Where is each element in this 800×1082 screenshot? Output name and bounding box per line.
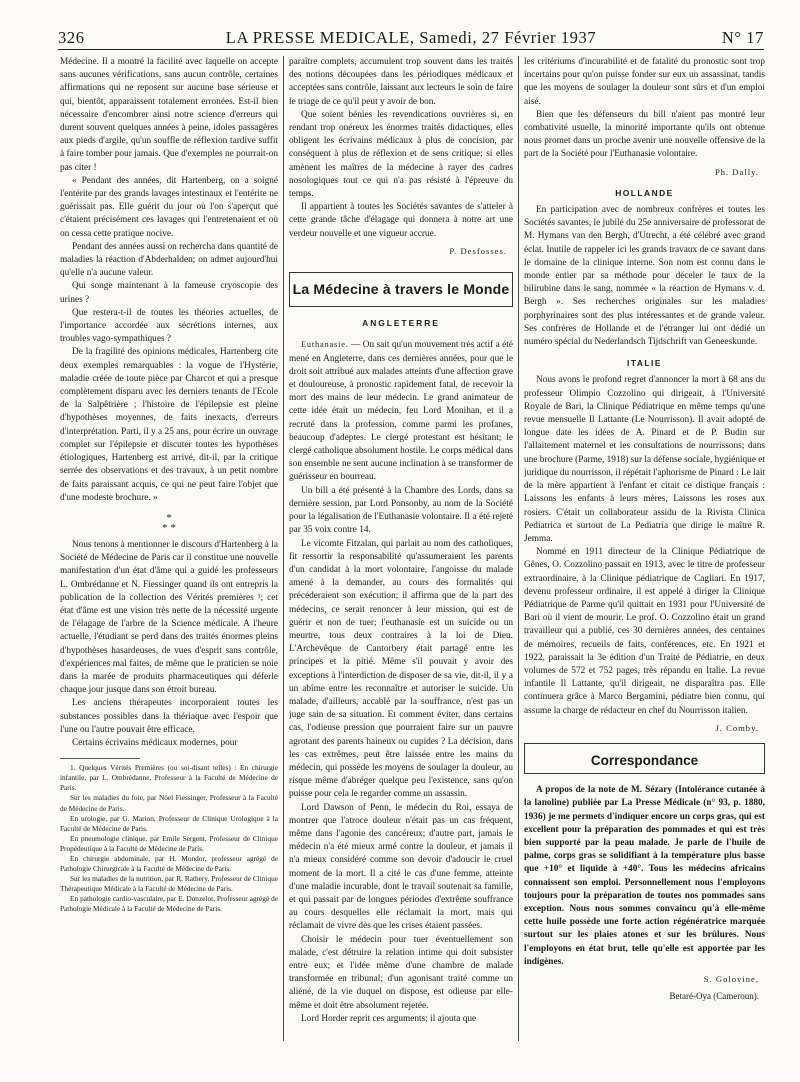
paragraph: Qui songe maintenant à la fameuse cryoscopie des urines ? [60, 281, 278, 305]
paragraph: A propos de la note de M. Sézary (Intolérance cutanée à la lanoline) publiée par La Presse Médicale (n° 93, p. 1880, 1936) je me permets d'indiquer encore un corps gras, qui est excellent pour la préparation des pommades et qui est très bien supporté par la peau malade. Je parle de l'huile de palme, corps gras se solidifiant à la température plus basse que +10° et liquide à +40°. Tous les médecins africains connaissent son emploi. Personnellement nous l'employons toujours pour la préparation de toutes nos pommades sans exception. Nous nous sommes convaincu qu'à elle-même cette huile possède une forte action régénératrice marquée surtout sur les plaies atones et sur les brûlures. Nous l'employons en état brut, telle qu'elle est apportée par les indigènes. [524, 785, 765, 967]
author-signature: S. Golovine, [703, 974, 759, 984]
paragraph: Nous tenons à mentionner le discours d'Hartenberg à la Société de Médecine de Paris car il constitue une nouvelle manifestation d'un état d'âme qui a guidé les professeurs L. Ombrédanne et N. Fiessinger quand ils ont entrepris la publication de la collection des Vérités premières ¹; cet état d'âme est une vision très nette de la nécessité urgente de l'élagage de l'arbre de la Science médicale. A l'heure actuelle, l'étudiant se perd dans des traités énormes pleins d'hypothèses hasardeuses, de vues d'esprit sans contrôle, d'expériences mal faites, de même que le praticien se noie dans la marée de produits pharmaceutiques qui déferle chaque jour jusque dans son étroit bureau. [60, 539, 278, 696]
paragraph-text: — On sait qu'un mouvement très actif a été mené en Angleterre, dans ces dernières années, pour que le droit soit attribué aux malades atteints d'une affection grave et douloureuse, à pronostic rapidement fatal, de recevoir la mort des mains de leur médecin. Le grand animateur de cette idée était un médecin, feu Lord Monihan, et il a recruté dans la profession, comme parmi les profanes, beaucoup d'adeptes. Le clergé protestant est hésitant; le clergé catholique absolument hostile. Le corps médical dans son ensemble ne sent aucune inclination à se transformer de guérisseur en bourreau. [289, 340, 513, 483]
column-3 [524, 56, 765, 1056]
paragraph: Choisir le médecin pour tuer éventuellement son malade, c'est détruire la relation intime qui doit subsister entre eux; et l'idée même d'une chambre de malade transformée en tribunal; d'un agonisant traité comme un aliéné, de la vie duquel on dispose, est odieuse par elle-même et doit être absolument rejetée. [289, 934, 513, 1011]
paragraph: « Pendant des années, dit Hartenberg, on a soigné l'entérite par des grands lavages intestinaux et l'entérite ne guérissait pas. Elle guérit du jour où l'on s'aperçut que c'étaient précisément ces lavages qui l'entretenaient et où on cessa cette pratique nocive. [60, 175, 278, 239]
page-header [58, 28, 764, 50]
paragraph [289, 338, 513, 484]
page-number: 326 [58, 28, 85, 47]
footnote: En chirurgie abdominale, par H. Mondor, professeur agrégé de Pathologie Chirurgicale à la Faculté de Médecine de Paris. [60, 854, 278, 874]
footnote: Sur les maladies de la nutrition, par R. Rathery, Professeur de Clinique Thérapeutique Médicale à la Faculté de Médecine de Paris. [60, 874, 278, 894]
footnotes [60, 763, 278, 914]
author-signature: P. Desfosses. [449, 245, 507, 256]
footnote: En urologie, par G. Marion, Professeur de Clinique Urologique à la Faculté de Médecine de Paris. [60, 813, 278, 833]
paragraph: Certains écrivains médicaux modernes, pour [72, 737, 238, 748]
section-title: Correspondance [590, 752, 699, 768]
paragraph: Le vicomte Fitzalan, qui parlait au nom des catholiques, fit ressortir la responsabilité qu'assumeraient les parents d'un candidat à la mort volontaire, l'angoisse du malade amené à la demander, au cours des formalités qui précéderaient son exécution; il affirma que de la part des médecins, ce serait renoncer à leur mission, qui est de guérir et non de tuer; l'euthanasie est un suicide ou un meurtre, tous deux contraires à la loi de Dieu. L'Archevêque de Cantorbery était partagé entre les principes et la pitié. Même s'il pouvait y avoir des exceptions à l'interdiction de disposer de sa vie, dit-il, il y a un abîme entre les reconnaître et autoriser le suicide. Un malade, d'ailleurs, accablé par la souffrance, n'est pas un juge sain de sa situation. Et comment éviter, dans certains cas, l'odieuse pression que pourraient faire sur un pauvre agrotant des parents haineux ou cupides ? La décision, dans les cas extrêmes, peut être laissée entre les mains du médecin, qui possède les moyens de soulager la douleur, au risque même d'abréger quelque peu l'existence, sans qu'on puisse pour cela le regarder comme un assassin. [289, 538, 513, 800]
section-title: La Médecine à travers le Monde [292, 281, 510, 298]
paragraph: les critériums d'incurabilité et de fatalité du pronostic sont trop incertains pour qu'on puisse fonder sur eux un assassinat, tandis que les moyens de soulager la douleur sont sûrs et d'un emploi aisé. [524, 57, 765, 107]
paragraph: Médecine. Il a montré la facilité avec laquelle on accepte sans aucunes vérifications, sans aucun contrôle, certaines affirmations qui ne reposent sur aucune base sérieuse et qui, bientôt, apparaissent totalement erronées. Est-il bien nécessaire d'encombrer ainsi notre science d'erreurs qui durent souvent quelques années à peine, idoles passagères aux pieds d'argile, qu'un souffle de réflexion tardive suffit à faire tomber pour jamais. Que d'exemples ne pourrait-on pas citer ! [60, 57, 278, 173]
paragraph: Pendant des années aussi on rechercha dans quantité de maladies la réaction d'Abderhalden; on admet aujourd'hui qu'elle n'a aucune valeur. [60, 241, 278, 279]
section-header-box [289, 272, 513, 307]
paragraph: De la fragilité des opinions médicales, Hartenberg cite deux exemples remarquables : la vogue de l'Hystérie, maladie créée de toute pièce par Charcot et qui a presque complètement disparu avec les derniers tenants de l'Ecole de la Salpêtrière ; l'histoire de l'épilepsie est pleine d'hypothèses moyennes, de faits inexacts, d'erreurs d'interprétation. Parti, il y a 25 ans, pour écrire un ouvrage complet sur l'épilepsie et discuter toutes les hypothèses étiologiques, Hartenberg est arrivé, dit-il, par la critique serrée des observations et des travaux, à un petit nombre de faits paraissant acquis, ce qui ne peut faire l'objet que d'une modeste brochure. » [60, 347, 278, 503]
column-1 [60, 56, 278, 1056]
paragraph: Lord Dawson of Penn, le médecin du Roi, essaya de montrer que l'atroce douleur n'était pas un cas fréquent, même dans l'agonie des cancéreux; d'autre part, jamais le médecin n'a été mieux armé contre la douleur, et jamais il n'a mieux considéré comme son devoir d'adoucir le cruel moment de la mort. Il a cité le cas d'une femme, atteinte d'une maladie incurable, dont le travail soutenait sa famille, et qui passait par de longues périodes d'extrême souffrance au cours desquelles elle réclamait la mort, mais qui réclamait de vivre dès que les crises étaient passées. [289, 802, 513, 932]
header-rule [58, 49, 764, 50]
footnote: 1. Quelques Vérités Premières (ou soi-disant telles) : En chirurgie infantile, par L. Ombrédanne, Professeur à la Faculté de Médecine de Paris. [60, 763, 278, 793]
paragraph: Nommé en 1911 directeur de la Clinique Pédiatrique de Gênes, O. Cozzolino passait en 1913, avec le titre de professeur extraordinaire, à la Clinique pédiatrique de Cagliari. En 1917, devenu professeur ordinaire, il est appelé à diriger la Clinique Pédiatrique de Parme qu'il quittait en 1931 pour l'Université de Bari où il vient de mourir. Le prof. O. Cozzolino était un grand travailleur qui a publié, ces 30 dernières années, des centaines de mémoires, recueils de faits, conférences, etc. En 1921 et 1922, paraissait la 3e édition d'un Traité de Pédiatrie, en deux volumes de 572 et 752 pages, très répandu en Italie. La revue infantile Il Lattante, qu'il dirigeait, ne disparaîtra pas. Elle continuera grâce à Marco Bergamini, pédiatre bien connu, qui assume la charge de rédacteur en chef du Nourrisson italien. [524, 547, 765, 716]
paragraph: Bien que les défenseurs du bill n'aient pas montré leur combativité usuelle, la minorité importante qu'ils ont obtenue nous promet dans un proche avenir une nouvelle offensive de la part de la Société pour l'Euthanasie volontaire. [524, 109, 765, 160]
paragraph: Que soient bénies les revendications ouvrières si, en rendant trop onéreux les énormes traités didactiques, elles obligent les écrivains médicaux à plus de concision, par conséquent à plus de réflexion et de sens critique; si elles amènent les maîtres de la médecine à rayer des cadres nosologiques tout ce qui n'a pas résisté à l'épreuve du temps. [289, 109, 513, 200]
footnote: Sur les maladies du foie, par Nöel Fiessinger, Professeur à la Faculté de Médecine de Paris. [60, 793, 278, 813]
section-separator: * * * [162, 511, 176, 534]
paragraph: En participation avec de nombreux confrères et toutes les Sociétés savantes, le jubilé du 25e anniversaire de professorat de M. Hymans van den Bergh, d'Utrecht, a été célébré avec grand éclat. Inutile de rappeler ici les grands travaux de ce savant dans le domaine de la clinique interne. Son nom est connu dans le monde entier par sa méthode pour déceler le taux de la bilirubine dans le sang, nommée « la réaction de Hymans v. d. Bergh ». Ses recherches originales sur les maladies porphyrinaires sont des plus intéressantes et de grande valeur. Ses confrères de Hollande et de l'étranger lui ont dédié un numéro spécial du Nederlandsch Tijdschrift van Geneeskunde. [524, 205, 765, 348]
paragraph: Lord Horder reprit ces arguments; il ajouta que [301, 1013, 477, 1024]
paragraph: Un bill a été présenté à la Chambre des Lords, dans sa dernière session, par Lord Ponsonby, au nom de la Société pour la légalisation de l'Euthanasie volontaire. Il a été rejeté par 35 voix contre 14. [289, 485, 513, 536]
journal-title: LA PRESSE MEDICALE, Samedi, 27 Février 1937 [225, 28, 597, 47]
country-heading: ITALIE [627, 358, 662, 369]
paragraph: paraître complets, accumulent trop souvent dans les traités des notions découpées dans les périodiques médicaux et acceptées sans contrôle, laissant aux lecteurs le soin de faire le triage de ce qu'il peut y avoir de bon. [289, 57, 513, 107]
footnote: En pneumologie clinique, par Emile Sergent, Professeur de Clinique Propédeutique à la Faculté de Médecine de Paris. [60, 833, 278, 853]
paragraph: Les anciens thérapeutes incorporaient toutes les substances possibles dans la thériaque avec l'espoir que l'une ou l'autre pouvait être efficace. [60, 698, 278, 735]
topic-label: Euthanasie. [301, 340, 349, 350]
issue-number: N° 17 [721, 28, 764, 47]
column-2 [289, 56, 513, 1056]
paragraph: Que restera-t-il de toutes les théories actuelles, de l'importance accordée aux sécrétions internes, aux troubles vago-sympathiques ? [60, 307, 278, 345]
paragraph: Il appartient à toutes les Sociétés savantes de s'atteler à cette grande tâche d'élagage qui donnera à notre art une verdeur nouvelle et une vigueur accrue. [289, 202, 513, 239]
footnote-rule [60, 758, 140, 759]
column-divider [518, 56, 519, 1041]
author-signature: Ph. Dally. [714, 166, 759, 177]
country-heading: ANGLETERRE [362, 318, 440, 329]
author-location: Betaré-Oya (Cameroun). [669, 991, 759, 1002]
column-divider [283, 56, 284, 1041]
author-signature: J. Comby. [715, 722, 759, 733]
country-heading: HOLLANDE [615, 187, 674, 198]
paragraph: Nous avons le profond regret d'annoncer la mort à 68 ans du professeur Olimpio Cozzolino qui dirigeait, à l'Université Royale de Bari, la Clinique Pédiatrique en même temps qu'une revue mensuelle Il Lattante (Le Nourrisson). Il avait adopté de longue date les idées de A. Pinard et de P. Budin sur l'allaitement maternel et les consultations de nourrissons; dans une brochure (Parme, 1918) sur la défense sociale, hygiénique et juridique du nourrisson, il répétait l'aphorisme de Pinard : Le lait de la mère appartient à l'enfant et citait ce distique français : Laissons les enfants à leurs mères, Laissons les roses aux rosiers. C'était un collaborateur assidu de la Rivista Clinica Pediatrica et surtout de La Pediatria que dirige le maître R. Jemma. [524, 375, 765, 544]
footnote: En pathologie cardio-vasculaire, par E. Donzelot, Professeur agrégé de Pathologie Médicale à la Faculté de Médecine de Paris. [60, 894, 278, 914]
section-header-box [524, 743, 765, 774]
